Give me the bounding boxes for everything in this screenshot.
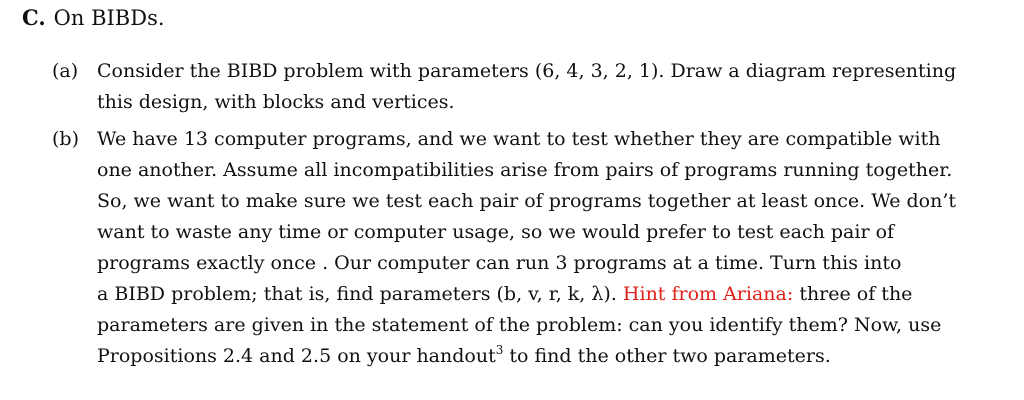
- part-b-line-6-text: a BIBD problem; that is, find parameters (b, v, r, k, λ).: [97, 283, 617, 305]
- section-title: On BIBDs.: [53, 6, 165, 30]
- section-heading: [22, 4, 165, 32]
- part-b-line-7: parameters are given in the statement of the problem: can you identify them? Now, use: [97, 314, 942, 336]
- part-b-line-5: programs exactly once . Our computer can run 3 programs at a time. Turn this into: [97, 252, 902, 274]
- section-label: C.: [22, 5, 46, 30]
- part-a-line-2: this design, with blocks and vertices.: [97, 91, 455, 113]
- hint-label: Hint from Ariana:: [622, 283, 794, 305]
- part-b-line-1: We have 13 computer programs, and we want to test whether they are compatible with: [97, 128, 941, 150]
- part-b-line-6-tail: three of the: [799, 283, 913, 305]
- part-b: [52, 124, 1012, 372]
- part-b-marker: (b): [52, 128, 79, 150]
- part-b-line-6: [97, 279, 1012, 310]
- part-a-text: [97, 56, 1012, 118]
- part-b-line-3: So, we want to make sure we test each pair of programs together at least once. We don’t: [97, 190, 957, 212]
- part-b-line-8-tail: to find the other two parameters.: [503, 345, 831, 367]
- part-b-line-8: [97, 341, 1012, 372]
- part-b-text: [97, 124, 1012, 372]
- part-a-line-1: Consider the BIBD problem with parameters (6, 4, 3, 2, 1). Draw a diagram representing: [97, 60, 957, 82]
- part-a-marker: (a): [52, 60, 79, 82]
- part-b-line-2: one another. Assume all incompatibilities arise from pairs of programs running together.: [97, 159, 953, 181]
- part-a: [52, 56, 1012, 118]
- part-b-line-8-text: Propositions 2.4 and 2.5 on your handout: [97, 345, 496, 367]
- part-b-line-4: want to waste any time or computer usage, so we would prefer to test each pair of: [97, 221, 895, 243]
- footnote-marker: 3: [495, 342, 504, 357]
